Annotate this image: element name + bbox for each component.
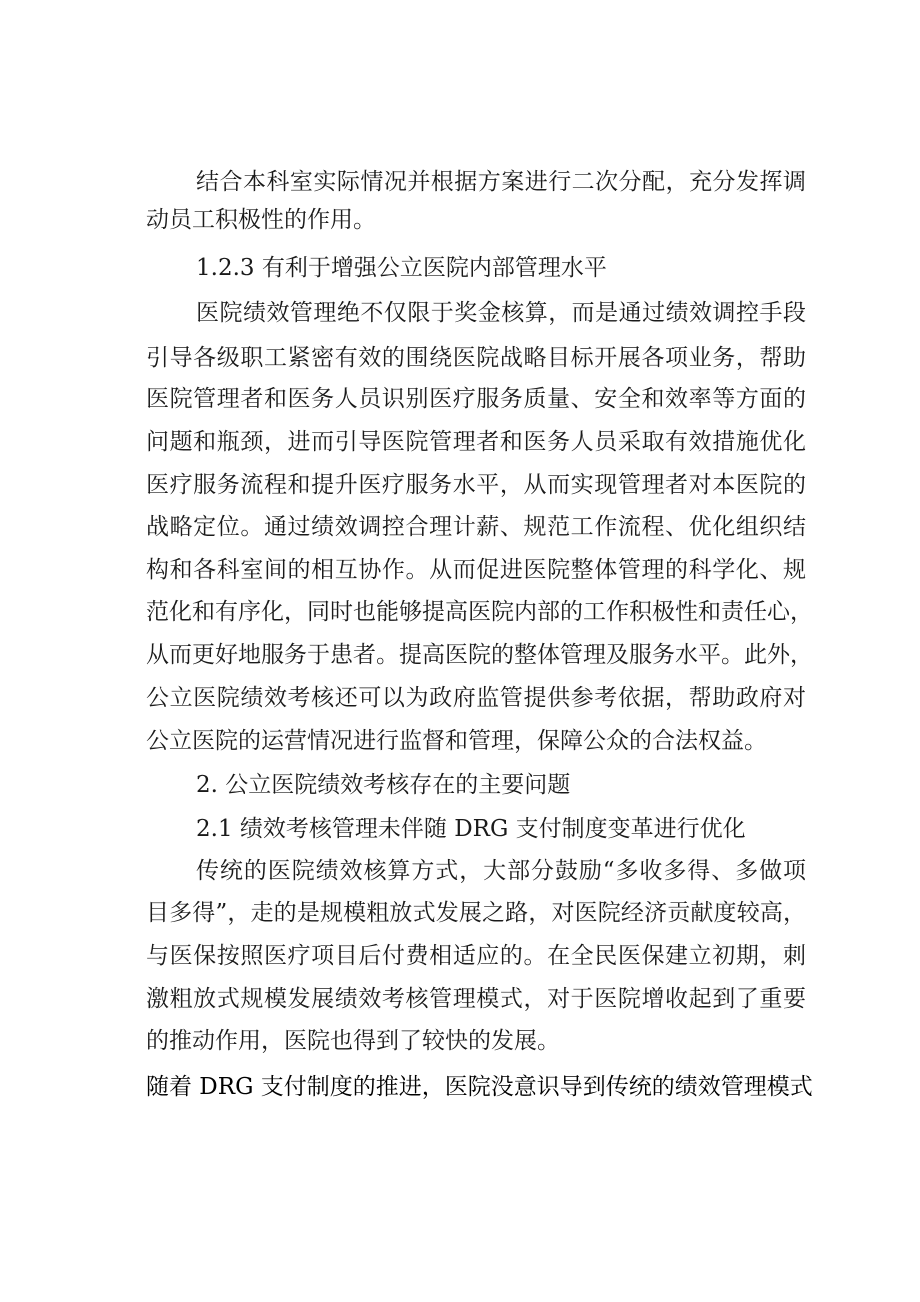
body-paragraph-line: 公立医院绩效考核还可以为政府监管提供参考依据，帮助政府对 — [146, 685, 806, 711]
section-heading: 2. 公立医院绩效考核存在的主要问题 — [196, 772, 571, 798]
body-paragraph-line: 公立医院的运营情况进行监督和管理，保障公众的合法权益。 — [146, 728, 767, 754]
body-paragraph-line: 从而更好地服务于患者。提高医院的整体管理及服务水平。此外， — [146, 642, 813, 668]
body-paragraph-line: 医疗服务流程和提升医疗服务水平，从而实现管理者对本医院的 — [146, 472, 806, 498]
subsection-heading: 2.1 绩效考核管理未伴随 DRG 支付制度变革进行优化 — [196, 816, 746, 842]
body-paragraph-line: 目多得”，走的是规模粗放式发展之路，对医院经济贡献度较高， — [146, 900, 806, 926]
body-paragraph-line: 动员工积极性的作用。 — [146, 207, 376, 233]
body-paragraph-line: 医院管理者和医务人员识别医疗服务质量、安全和效率等方面的 — [146, 386, 806, 412]
body-paragraph-line: 与医保按照医疗项目后付费相适应的。在全民医保建立初期，刺 — [146, 943, 806, 969]
body-paragraph-line: 范化和有序化，同时也能够提高医院内部的工作积极性和责任心， — [146, 599, 813, 625]
body-paragraph-line: 问题和瓶颈，进而引导医院管理者和医务人员采取有效措施优化 — [146, 429, 806, 455]
body-paragraph-line: 的推动作用，医院也得到了较快的发展。 — [146, 1028, 560, 1054]
body-paragraph-line: 医院绩效管理绝不仅限于奖金核算，而是通过绩效调控手段 — [196, 300, 806, 326]
body-paragraph-line: 构和各科室间的相互协作。从而促进医院整体管理的科学化、规 — [146, 557, 806, 583]
body-paragraph-line: 激粗放式规模发展绩效考核管理模式，对于医院增收起到了重要 — [146, 986, 806, 1012]
body-paragraph-line: 战略定位。通过绩效调控合理计薪、规范工作流程、优化组织结 — [146, 514, 806, 540]
body-paragraph-line: 随着 DRG 支付制度的推进，医院没意识导到传统的绩效管理模式 — [146, 1074, 813, 1100]
body-paragraph-line: 结合本科室实际情况并根据方案进行二次分配，充分发挥调 — [196, 169, 806, 195]
body-paragraph-line: 传统的医院绩效核算方式，大部分鼓励“多收多得、多做项 — [196, 858, 806, 884]
body-paragraph-line: 引导各级职工紧密有效的围绕医院战略目标开展各项业务，帮助 — [146, 345, 806, 371]
section-heading: 1.2.3 有利于增强公立医院内部管理水平 — [196, 255, 607, 281]
